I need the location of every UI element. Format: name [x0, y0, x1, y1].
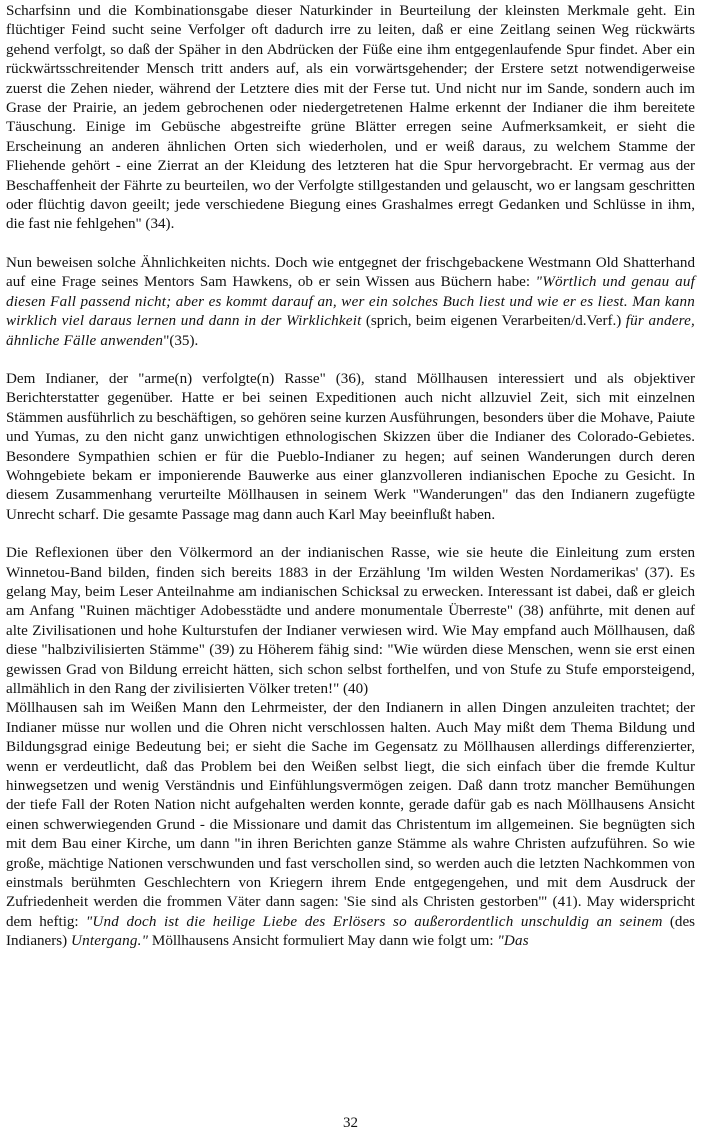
paragraph	[6, 254, 695, 351]
text-run: (sprich, beim eigenen Verarbeiten/d.Verf.)	[361, 313, 626, 330]
page-number: 32	[343, 1115, 358, 1131]
paragraph	[6, 699, 695, 951]
text-run: Nun beweisen solche Ähnlichkeiten nichts. Doch wie entgegnet der frischgebackene Westmann Old Shatterhand auf eine Frage seines Mentors Sam Hawkens, ob er sein Wissen aus Büchern habe:	[6, 254, 695, 291]
text-run: Dem Indianer, der "arme(n) verfolgte(n) Rasse" (36), stand Möllhausen interessiert und als objektiver Berichterstatter gegenüber. Hatte er bei seinen Expeditionen auch nicht allzuviel Zeit, sich mit einzelnen Stämmen ausführlich zu beschäftigen, so gehören seine kurzen Ausführungen, besonders über die Mohave, Paiute und Yumas, zu den nicht ganz unwichtigen ethnologischen Skizzen über die Indianer des Colorado-Gebietes. Besondere Sympathien schien er für die Pueblo-Indianer zu hegen; auf seinen Wanderungen durch deren Wohngebiete bekam er imponierende Bauwerke aus einer glanzvolleren indianischen Epoche zu Gesicht. In diesem Zusammenhang verurteilte Möllhausen in seinem Werk "Wanderungen" das den Indianern zugefügte Unrecht scharf. Die gesamte Passage mag dann auch Karl May beeinflußt haben.	[6, 370, 695, 523]
text-run: Scharfsinn und die Kombinationsgabe dieser Naturkinder in Beurteilung der kleinsten Merkmale geht. Ein flüchtiger Feind sucht seine Verfolger oft dadurch irre zu leiten, daß er eine Zeitlang seinen Weg rückwärts gehend verfolgt, so daß der Späher in den Abdrücken der Füße eine ihm entgegenlaufende Spur findet. Aber ein rückwärtsschreitender Mensch tritt anders auf, als ein vorwärtsgehender; der Erstere setzt notwendigerweise zuerst die Zehen nieder, während der Letztere dies mit der Ferse tut. Und nicht nur im Sande, sondern auch im Grase der Prairie, an jedem gebrochenen oder niedergetretenen Halme erkennt der Indianer die ihm bereitete Täuschung. Einige im Gebüsche abgestreifte grüne Blätter erregen seine Aufmerksamkeit, er sieht die Erscheinung an anderen ähnlichen Orten sich wiederholen, und er weiß daraus, zu welchem Stamme der Fliehende gehört - eine Zierrat an der Kleidung des letzteren hat die Spur hervorgebracht. Er vermag aus der Beschaffenheit der Fährte zu beurteilen, wo der Verfolgte stillgestanden und gelauscht, wo er langsam geschritten oder flüchtig davon geeilt; jede verschiedene Biegung eines Grashalmes erregt Gedanken und Schlüsse in ihm, die fast nie fehlgehen" (34).	[6, 3, 695, 233]
text-run: Möllhausens Ansicht formuliert May dann wie folgt um:	[148, 933, 498, 950]
quotation-italic: für andere, ähnliche Fälle anwenden	[6, 313, 695, 349]
text-run: Möllhausen sah im Weißen Mann den Lehrmeister, der den Indianern in allen Dingen anzuleiten trachtet; der Indianer müsse nur wollen und die Ohren nicht verschlossen halten. Auch May mißt dem Thema Bildung und Bildungsgrad einige Bedeutung bei; er sieht die Sache im Gegensatz zu Möllhausen allerdings differenzierter, wenn er verdeutlicht, daß das Problem bei den Weißen selbst liegt, die sich einfach über die fremde Kultur hinwegsetzen und wenig Verständnis und Einfühlungsvermögen zeigen. Daß dann trotz mancher Bemühungen der tiefe Fall der Roten Nation nicht aufgehalten werden konnte, gerade dafür gab es nach Möllhausens Ansicht einen schwerwiegenden Grund - die Missionare und damit das Christentum im allgemeinen. Sie begnügten sich mit dem Bau einer Kirche, um dann "in ihren Berichten ganze Stämme als wahre Christen aufzuführen. So wie große, mächtige Nationen verschwunden und fast verschollen sind, so werden auch die letzten Nachkommen von einstmals berühmten Geschlechtern von Kriegern ihrem Ende entgegengehen, und mit dem Ausdruck der Zufriedenheit werden die frommen Väter dann sagen: 'Sie sind als Christen gestorben'" (41). May widerspricht dem heftig:	[6, 700, 695, 930]
text-run: Die Reflexionen über den Völkermord an der indianischen Rasse, wie sie heute die Einleitung zum ersten Winnetou-Band bilden, finden sich bereits 1883 in der Erzählung 'Im wilden Westen Nordamerikas' (37). Es gelang May, beim Leser Anteilnahme am indianischen Schicksal zu erwecken. Interessant ist dabei, daß er gleich am Anfang "Ruinen mächtiger Adobesstädte und andere monumentale Überreste" (38) anführte, mit denen auf alte Zivilisationen und hohe Kulturstufen der Indianer verwiesen wird. Wie May empfand auch Möllhausen, daß diese "halbzivilisierten Stämme" (39) zu Höherem fähig sind: "Wie würden diese Menschen, wenn sie erst einen gewissen Grad von Bildung erreicht hätten, sich schon selbst forthelfen, und von Stufe zu Stufe emporsteigend, allmählich in den Rang der zivilisierten Völker treten!" (40)	[6, 545, 695, 697]
document-body	[6, 2, 695, 952]
quotation-italic: "Und doch ist die heilige Liebe des Erlösers so außerordentlich unschuldig an seinem	[85, 913, 663, 930]
paragraph	[6, 370, 695, 525]
text-run: (des Indianers)	[6, 913, 696, 950]
paragraph	[6, 2, 695, 235]
paragraph	[6, 544, 695, 699]
quotation-italic: Untergang."	[70, 933, 149, 950]
text-run: "(35).	[163, 332, 199, 349]
quotation-italic: "Wörtlich und genau auf diesen Fall passend nicht; aber es kommt darauf an, wer ein solches Buch liest und wie er es liest. Man kann wirklich viel daraus lernen und dann in der Wirklichkeit	[6, 274, 696, 330]
quotation-italic: "Das	[497, 933, 529, 950]
